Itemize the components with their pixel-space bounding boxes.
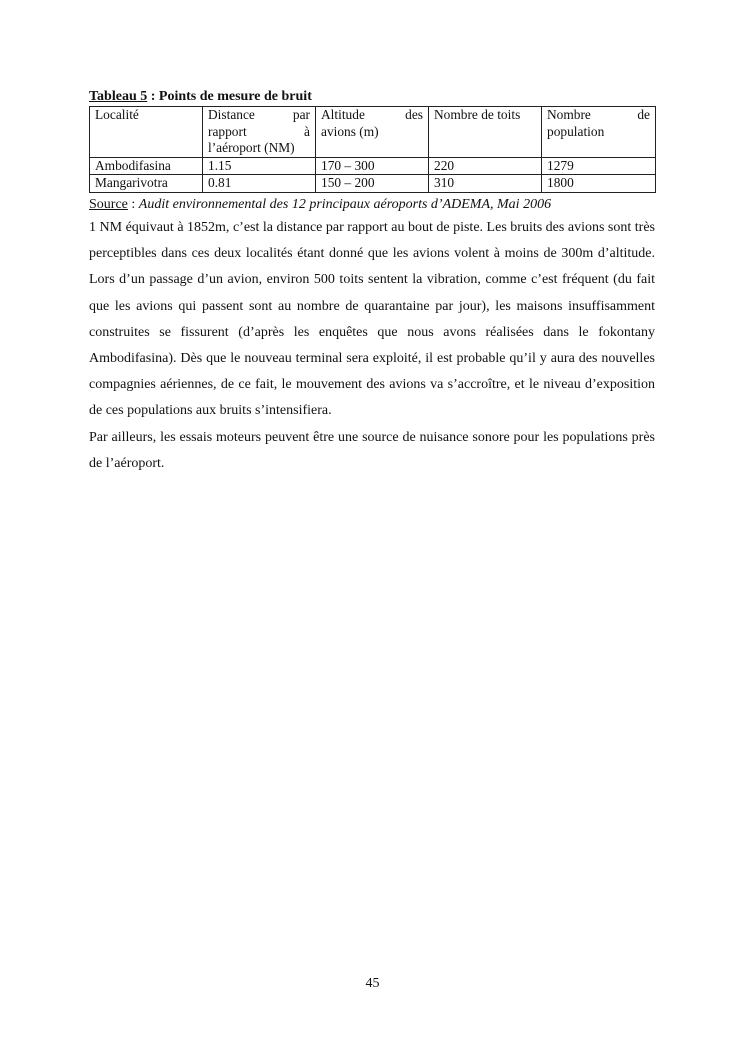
cell-population: 1800 — [542, 175, 656, 193]
header-altitude-line-2: avions (m) — [321, 123, 379, 139]
table-row — [90, 175, 656, 193]
paragraph: Par ailleurs, les essais moteurs peuvent être une source de nuisance sonore pour les populations près de l’aéroport. — [89, 429, 655, 471]
header-distance — [203, 107, 316, 158]
header-distance-line-1: Distance par — [208, 107, 310, 122]
header-nombre-toits: Nombre de toits — [429, 107, 542, 158]
header-altitude-line-1: Altitude des — [321, 107, 423, 122]
header-localite: Localité — [90, 107, 203, 158]
source-citation: Audit environnemental des 12 principaux aéroports d’ADEMA, Mai 2006 — [138, 197, 552, 212]
header-nombre-population — [542, 107, 656, 158]
cell-localite: Ambodifasina — [90, 157, 203, 175]
source-separator: : — [127, 197, 139, 212]
header-altitude — [316, 107, 429, 158]
cell-population: 1279 — [542, 157, 656, 175]
source-label: Source — [89, 197, 128, 212]
table-header-row — [90, 107, 656, 158]
header-distance-line-3: l’aéroport (NM) — [208, 140, 295, 155]
body-text — [89, 215, 655, 477]
header-population-line-1: Nombre de — [547, 107, 650, 122]
table-caption — [89, 88, 312, 105]
cell-toits: 220 — [429, 157, 542, 175]
header-population-line-2: population — [547, 123, 605, 139]
table-caption-title: : Points de mesure de bruit — [147, 89, 312, 104]
table-source — [89, 196, 551, 213]
table-row — [90, 157, 656, 175]
cell-distance: 0.81 — [203, 175, 316, 193]
page-number: 45 — [365, 976, 380, 991]
table-caption-label: Tableau 5 — [89, 89, 148, 104]
paragraph: 1 NM équivaut à 1852m, c’est la distance par rapport au bout de piste. Les bruits des avions sont très perceptibles dans ces deux localités étant donné que les avions volent à moins de 300m d’altitude. Lors d’un passage d’un avion, environ 500 toits sentent la vibration, comme c’est fréquent (du fait que les avions qui passent sont au nombre de quarantaine par jour), les maisons insuffisamment construites se fissurent (d’après les enquêtes que nous avons réalisées dans le fokontany Ambodifasina). Dès que le nouveau terminal sera exploité, il est probable qu’il y aura des nouvelles compagnies aériennes, de ce fait, le mouvement des avions va s’accroître, et le niveau d’exposition de ces populations aux bruits s’intensifiera. — [89, 220, 655, 419]
cell-distance: 1.15 — [203, 157, 316, 175]
header-distance-line-2: rapport à — [208, 123, 310, 139]
cell-toits: 310 — [429, 175, 542, 193]
cell-altitude: 170 – 300 — [316, 157, 429, 175]
noise-measurement-table — [89, 106, 656, 193]
cell-localite: Mangarivotra — [90, 175, 203, 193]
cell-altitude: 150 – 200 — [316, 175, 429, 193]
